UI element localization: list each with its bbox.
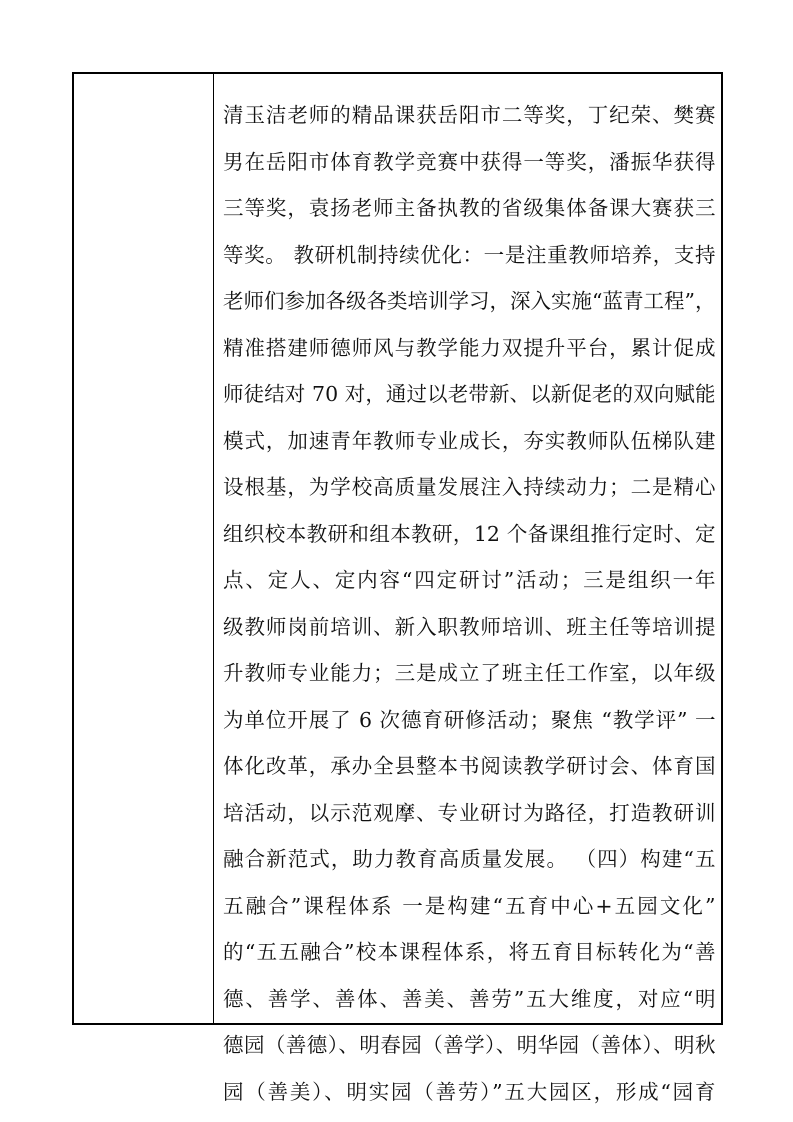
text-line-7: 师徒结对 70 对，通过以老带新、以新促老的双向赋能 xyxy=(223,382,716,406)
text-line-22: 园（善美）、明实园（善劳）”五大园区，形成“园育 xyxy=(223,1079,716,1104)
text-line-12: 级教师岗前培训、新入职教师培训、班主任等培训提 xyxy=(223,614,716,639)
table-content-cell xyxy=(214,74,721,1104)
text-line-4: 等奖。 教研机制持续优化：一是注重教师培养，支持 xyxy=(223,242,716,267)
text-line-18: 五融合”课程体系 一是构建“五育中心+五园文化” xyxy=(223,893,716,918)
text-line-6: 精准搭建师德师风与教学能力双提升平台，累计促成 xyxy=(223,335,716,360)
text-line-15: 体化改革，承办全县整本书阅读教学研讨会、体育国 xyxy=(223,754,716,778)
text-line-17: 融合新范式，助力教育高质量发展。 （四）构建“五 xyxy=(223,847,716,871)
text-line-16: 培活动，以示范观摩、专业研讨为路径，打造教研训 xyxy=(223,800,716,825)
text-line-13: 升教师专业能力；三是成立了班主任工作室，以年级 xyxy=(223,661,716,685)
text-line-10: 组织校本教研和组本教研，12 个备课组推行定时、定 xyxy=(223,521,716,546)
text-line-14: 为单位开展了 6 次德育研修活动；聚焦 “教学评” 一 xyxy=(223,707,716,732)
text-line-21: 德园（善德）、明春园（善学）、明华园（善体）、明秋 xyxy=(223,1033,716,1057)
text-line-20: 德、善学、善体、善美、善劳”五大维度，对应“明 xyxy=(223,986,716,1011)
text-line-5: 老师们参加各级各类培训学习，深入实施“蓝青工程”， xyxy=(223,289,716,313)
text-line-2: 男在岳阳市体育教学竞赛中获得一等奖，潘振华获得 xyxy=(223,149,716,174)
text-line-8: 模式，加速青年教师专业成长，夯实教师队伍梯队建 xyxy=(223,428,716,453)
text-line-19: 的“五五融合”校本课程体系，将五育目标转化为“善 xyxy=(223,940,716,964)
text-line-3: 三等奖，袁扬老师主备执教的省级集体备课大赛获三 xyxy=(223,196,716,220)
text-line-9: 设根基，为学校高质量发展注入持续动力；二是精心 xyxy=(223,475,716,499)
text-line-1: 清玉洁老师的精品课获岳阳市二等奖，丁纪荣、樊赛 xyxy=(223,103,716,127)
text-line-11: 点、定人、定内容“四定研讨”活动；三是组织一年 xyxy=(223,568,716,592)
table-left-cell xyxy=(74,74,214,1023)
document-table xyxy=(72,72,723,1104)
